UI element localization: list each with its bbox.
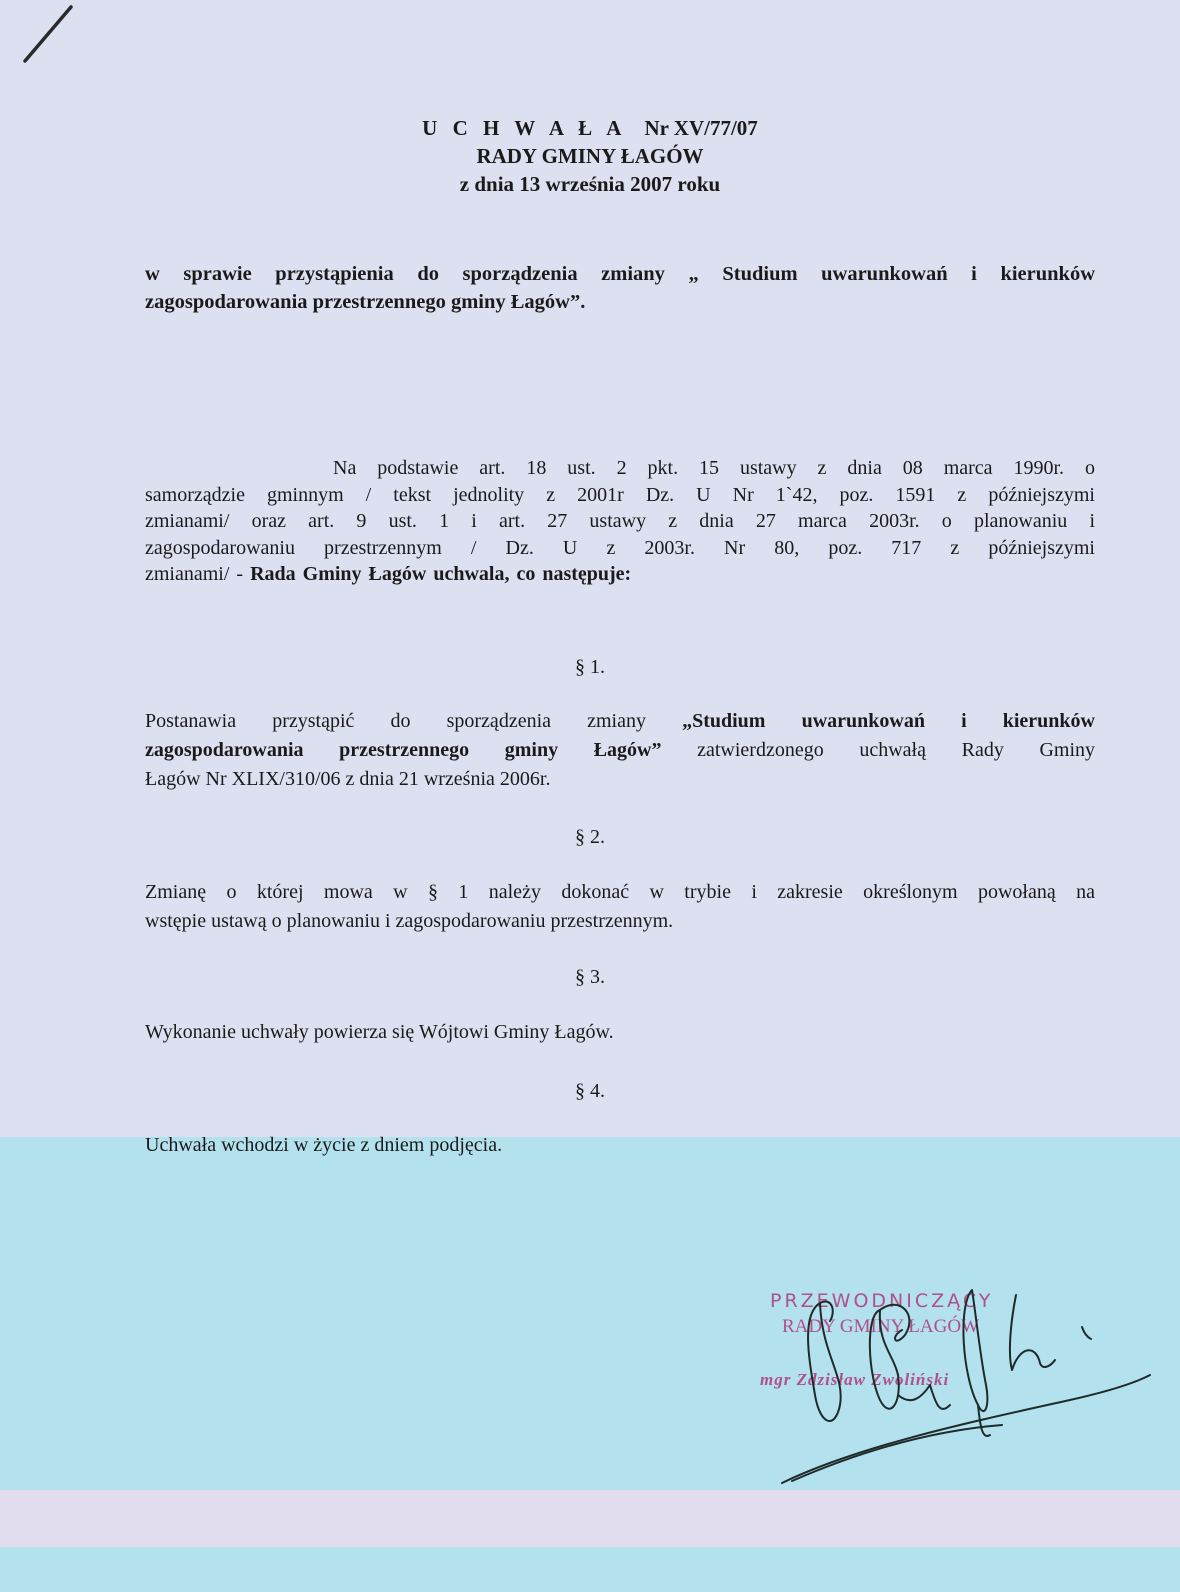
section-1-text xyxy=(145,707,1095,794)
section-2-sign: § 2. xyxy=(575,826,605,848)
subject-line-1: w sprawie przystąpienia do sporządzenia zmiany „ Studium uwarunkowań i kierunków xyxy=(145,263,1095,285)
preamble-line: zagospodarowaniu przestrzennym / Dz. U z 2003r. Nr 80, poz. 717 z późniejszymi xyxy=(145,536,1095,559)
section-1-line-2 xyxy=(145,736,1095,765)
stamp-line-3: mgr Zdzisław Zwoliński xyxy=(760,1370,950,1389)
section-1-plain: Postanawia przystąpić do sporządzenia zmiany xyxy=(145,710,683,732)
preamble-enactment-formula: Rada Gminy Łagów uchwala, co następuje: xyxy=(250,563,632,585)
resolution-subject xyxy=(145,260,1095,316)
resolution-number: Nr XV/77/07 xyxy=(644,116,758,140)
legal-basis-preamble xyxy=(145,455,1095,588)
preamble-line: samorządzie gminnym / tekst jednolity z 2001r Dz. U Nr 1`42, poz. 1591 z późniejszymi xyxy=(145,483,1095,506)
section-1-line-1 xyxy=(145,707,1095,736)
handwritten-signature xyxy=(740,1255,1160,1485)
preamble-line-last xyxy=(145,561,1095,588)
pen-slash-mark xyxy=(0,0,80,70)
pink-tint-band xyxy=(0,1490,1180,1547)
section-3-text: Wykonanie uchwały powierza się Wójtowi Gminy Łagów. xyxy=(145,1021,614,1043)
resolution-date: z dnia 13 września 2007 roku xyxy=(459,172,721,196)
stamp-line-2: RADY GMINY ŁAGÓW xyxy=(782,1316,980,1337)
section-1-bold-title: „Studium uwarunkowań i kierunków xyxy=(682,710,1095,732)
section-2-line-1: Zmianę o której mowa w § 1 należy dokonać w trybie i zakresie określonym powołaną na xyxy=(145,881,1095,903)
section-1-line-3: Łagów Nr XLIX/310/06 z dnia 21 września 2006r. xyxy=(145,768,551,790)
section-4-sign: § 4. xyxy=(575,1080,605,1102)
section-1-sign: § 1. xyxy=(575,656,605,678)
preamble-line: Na podstawie art. 18 ust. 2 pkt. 15 ustawy z dnia 08 marca 1990r. o xyxy=(333,457,1095,479)
resolution-title xyxy=(0,114,1180,142)
section-3-sign: § 3. xyxy=(575,966,605,988)
section-1-bold-title-cont: zagospodarowania przestrzennego gminy Łagów” xyxy=(145,739,662,761)
section-2-line-2: wstępie ustawą o planowaniu i zagospodarowaniu przestrzennym. xyxy=(145,910,674,932)
council-name: RADY GMINY ŁAGÓW xyxy=(476,144,704,168)
preamble-line: zmianami/ oraz art. 9 ust. 1 i art. 27 ustawy z dnia 27 marca 2003r. o planowaniu i xyxy=(145,510,1095,532)
blue-tint-band-bottom xyxy=(0,1547,1180,1592)
preamble-last-plain: zmianami/ - xyxy=(145,563,251,585)
section-1-plain-2: zatwierdzonego uchwałą Rady Gminy xyxy=(661,739,1095,761)
stamp-line-1: PRZEWODNICZĄCY xyxy=(770,1290,994,1312)
section-4-text: Uchwała wchodzi w życie z dniem podjęcia. xyxy=(145,1134,503,1156)
resolution-title-word: U C H W A Ł A xyxy=(422,116,627,140)
subject-line-2: zagospodarowania przestrzennego gminy Łagów”. xyxy=(145,291,586,313)
section-2-text xyxy=(145,878,1095,936)
